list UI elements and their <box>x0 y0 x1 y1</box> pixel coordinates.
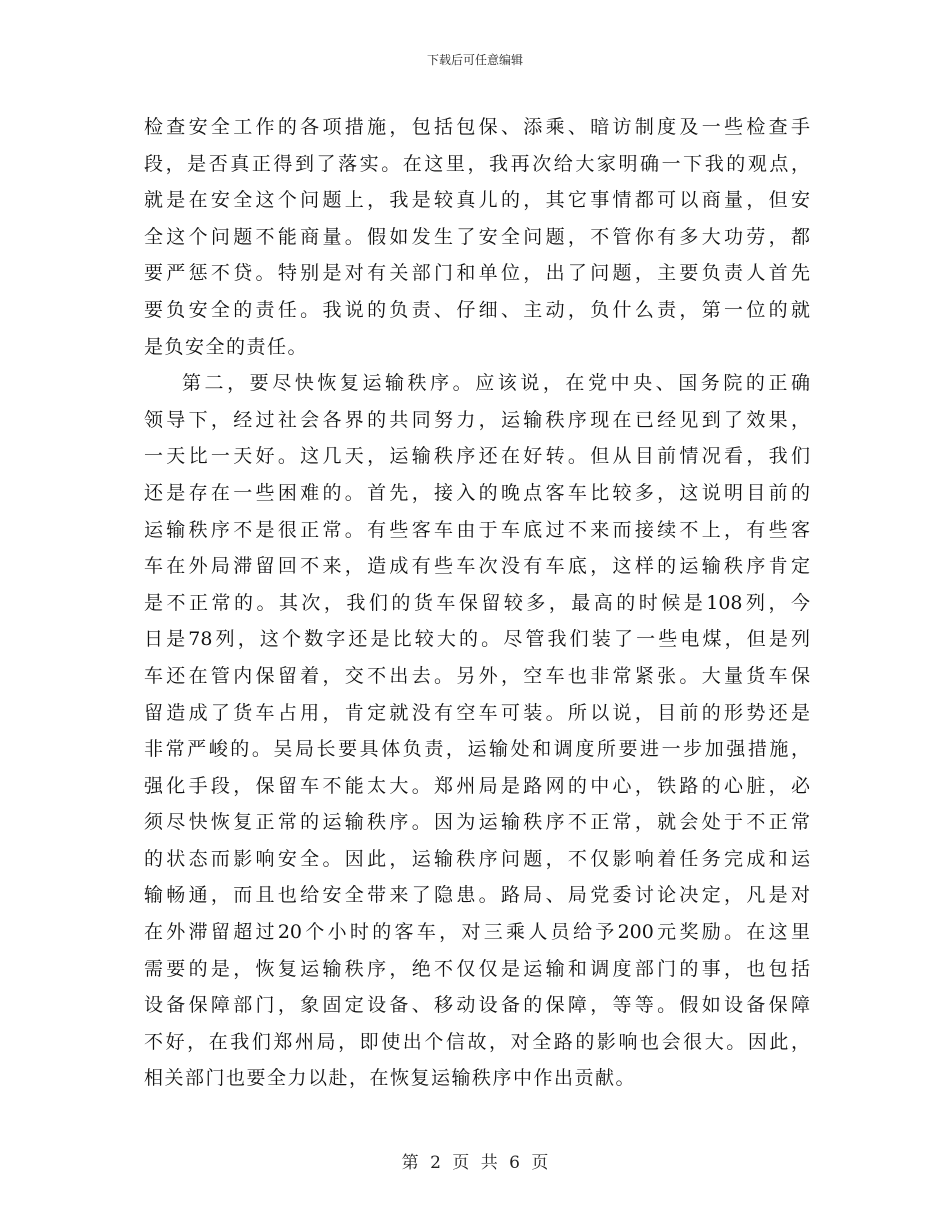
body-line: 运输秩序不是很正常。有些客车由于车底过不来而接续不上，有些客 <box>144 518 810 541</box>
body-line: 强化手段，保留车不能太大。郑州局是路网的中心，铁路的心脏，必 <box>144 774 810 797</box>
body-line: 留造成了货车占用，肯定就没有空车可装。所以说，目前的形势还是 <box>144 701 810 724</box>
body-line: 检查安全工作的各项措施，包括包保、添乘、暗访制度及一些检查手 <box>144 116 810 138</box>
body-line: 须尽快恢复正常的运输秩序。因为运输秩序不正常，就会处于不正常 <box>144 811 810 834</box>
paragraph-end-line: 是负安全的责任。 <box>144 335 309 358</box>
body-line: 一天比一天好。这几天，运输秩序还在好转。但从目前情况看，我们 <box>144 445 810 468</box>
body-line: 不好，在我们郑州局，即使出个信故，对全路的影响也会很大。因此， <box>144 1030 810 1053</box>
body-line: 领导下，经过社会各界的共同努力，运输秩序现在已经见到了效果， <box>144 408 810 431</box>
page-header: 下载后可任意编辑 <box>426 53 523 67</box>
body-line: 段，是否真正得到了落实。在这里，我再次给大家明确一下我的观点， <box>144 152 810 175</box>
paragraph-end-line: 相关部门也要全力以赴，在恢复运输秩序中作出贡献。 <box>144 1067 637 1090</box>
document-body <box>144 109 810 1097</box>
page-number: 第 2 页 共 6 页 <box>401 1153 549 1173</box>
body-line: 要严惩不贷。特别是对有关部门和单位，出了问题，主要负责人首先 <box>144 262 810 285</box>
body-line: 日是78列，这个数字还是比较大的。尽管我们装了一些电煤，但是列 <box>144 628 810 651</box>
body-line: 要负安全的责任。我说的负责、仔细、主动，负什么责，第一位的就 <box>144 298 810 321</box>
body-line: 车还在管内保留着，交不出去。另外，空车也非常紧张。大量货车保 <box>144 664 810 687</box>
body-line: 车在外局滞留回不来，造成有些车次没有车底，这样的运输秩序肯定 <box>144 555 810 578</box>
body-line: 设备保障部门，象固定设备、移动设备的保障，等等。假如设备保障 <box>144 994 810 1017</box>
body-line: 的状态而影响安全。因此，运输秩序问题，不仅影响着任务完成和运 <box>144 847 810 870</box>
body-line: 还是存在一些困难的。首先，接入的晚点客车比较多，这说明目前的 <box>144 481 810 504</box>
body-line: 是不正常的。其次，我们的货车保留较多，最高的时候是108列，今 <box>144 591 810 614</box>
body-line: 就是在安全这个问题上，我是较真儿的，其它事情都可以商量，但安 <box>144 189 810 212</box>
paragraph-first-line: 第二，要尽快恢复运输秩序。应该说，在党中央、国务院的正确 <box>182 372 810 395</box>
body-line: 输畅通，而且也给安全带来了隐患。路局、局党委讨论决定，凡是对 <box>144 884 810 907</box>
body-line: 在外滞留超过20个小时的客车，对三乘人员给予200元奖励。在这里 <box>144 921 810 944</box>
body-line: 非常严峻的。吴局长要具体负责，运输处和调度所要进一步加强措施， <box>144 738 810 761</box>
body-line: 全这个问题不能商量。假如发生了安全问题，不管你有多大功劳，都 <box>144 225 810 248</box>
body-line: 需要的是，恢复运输秩序，绝不仅仅是运输和调度部门的事，也包括 <box>144 957 810 980</box>
